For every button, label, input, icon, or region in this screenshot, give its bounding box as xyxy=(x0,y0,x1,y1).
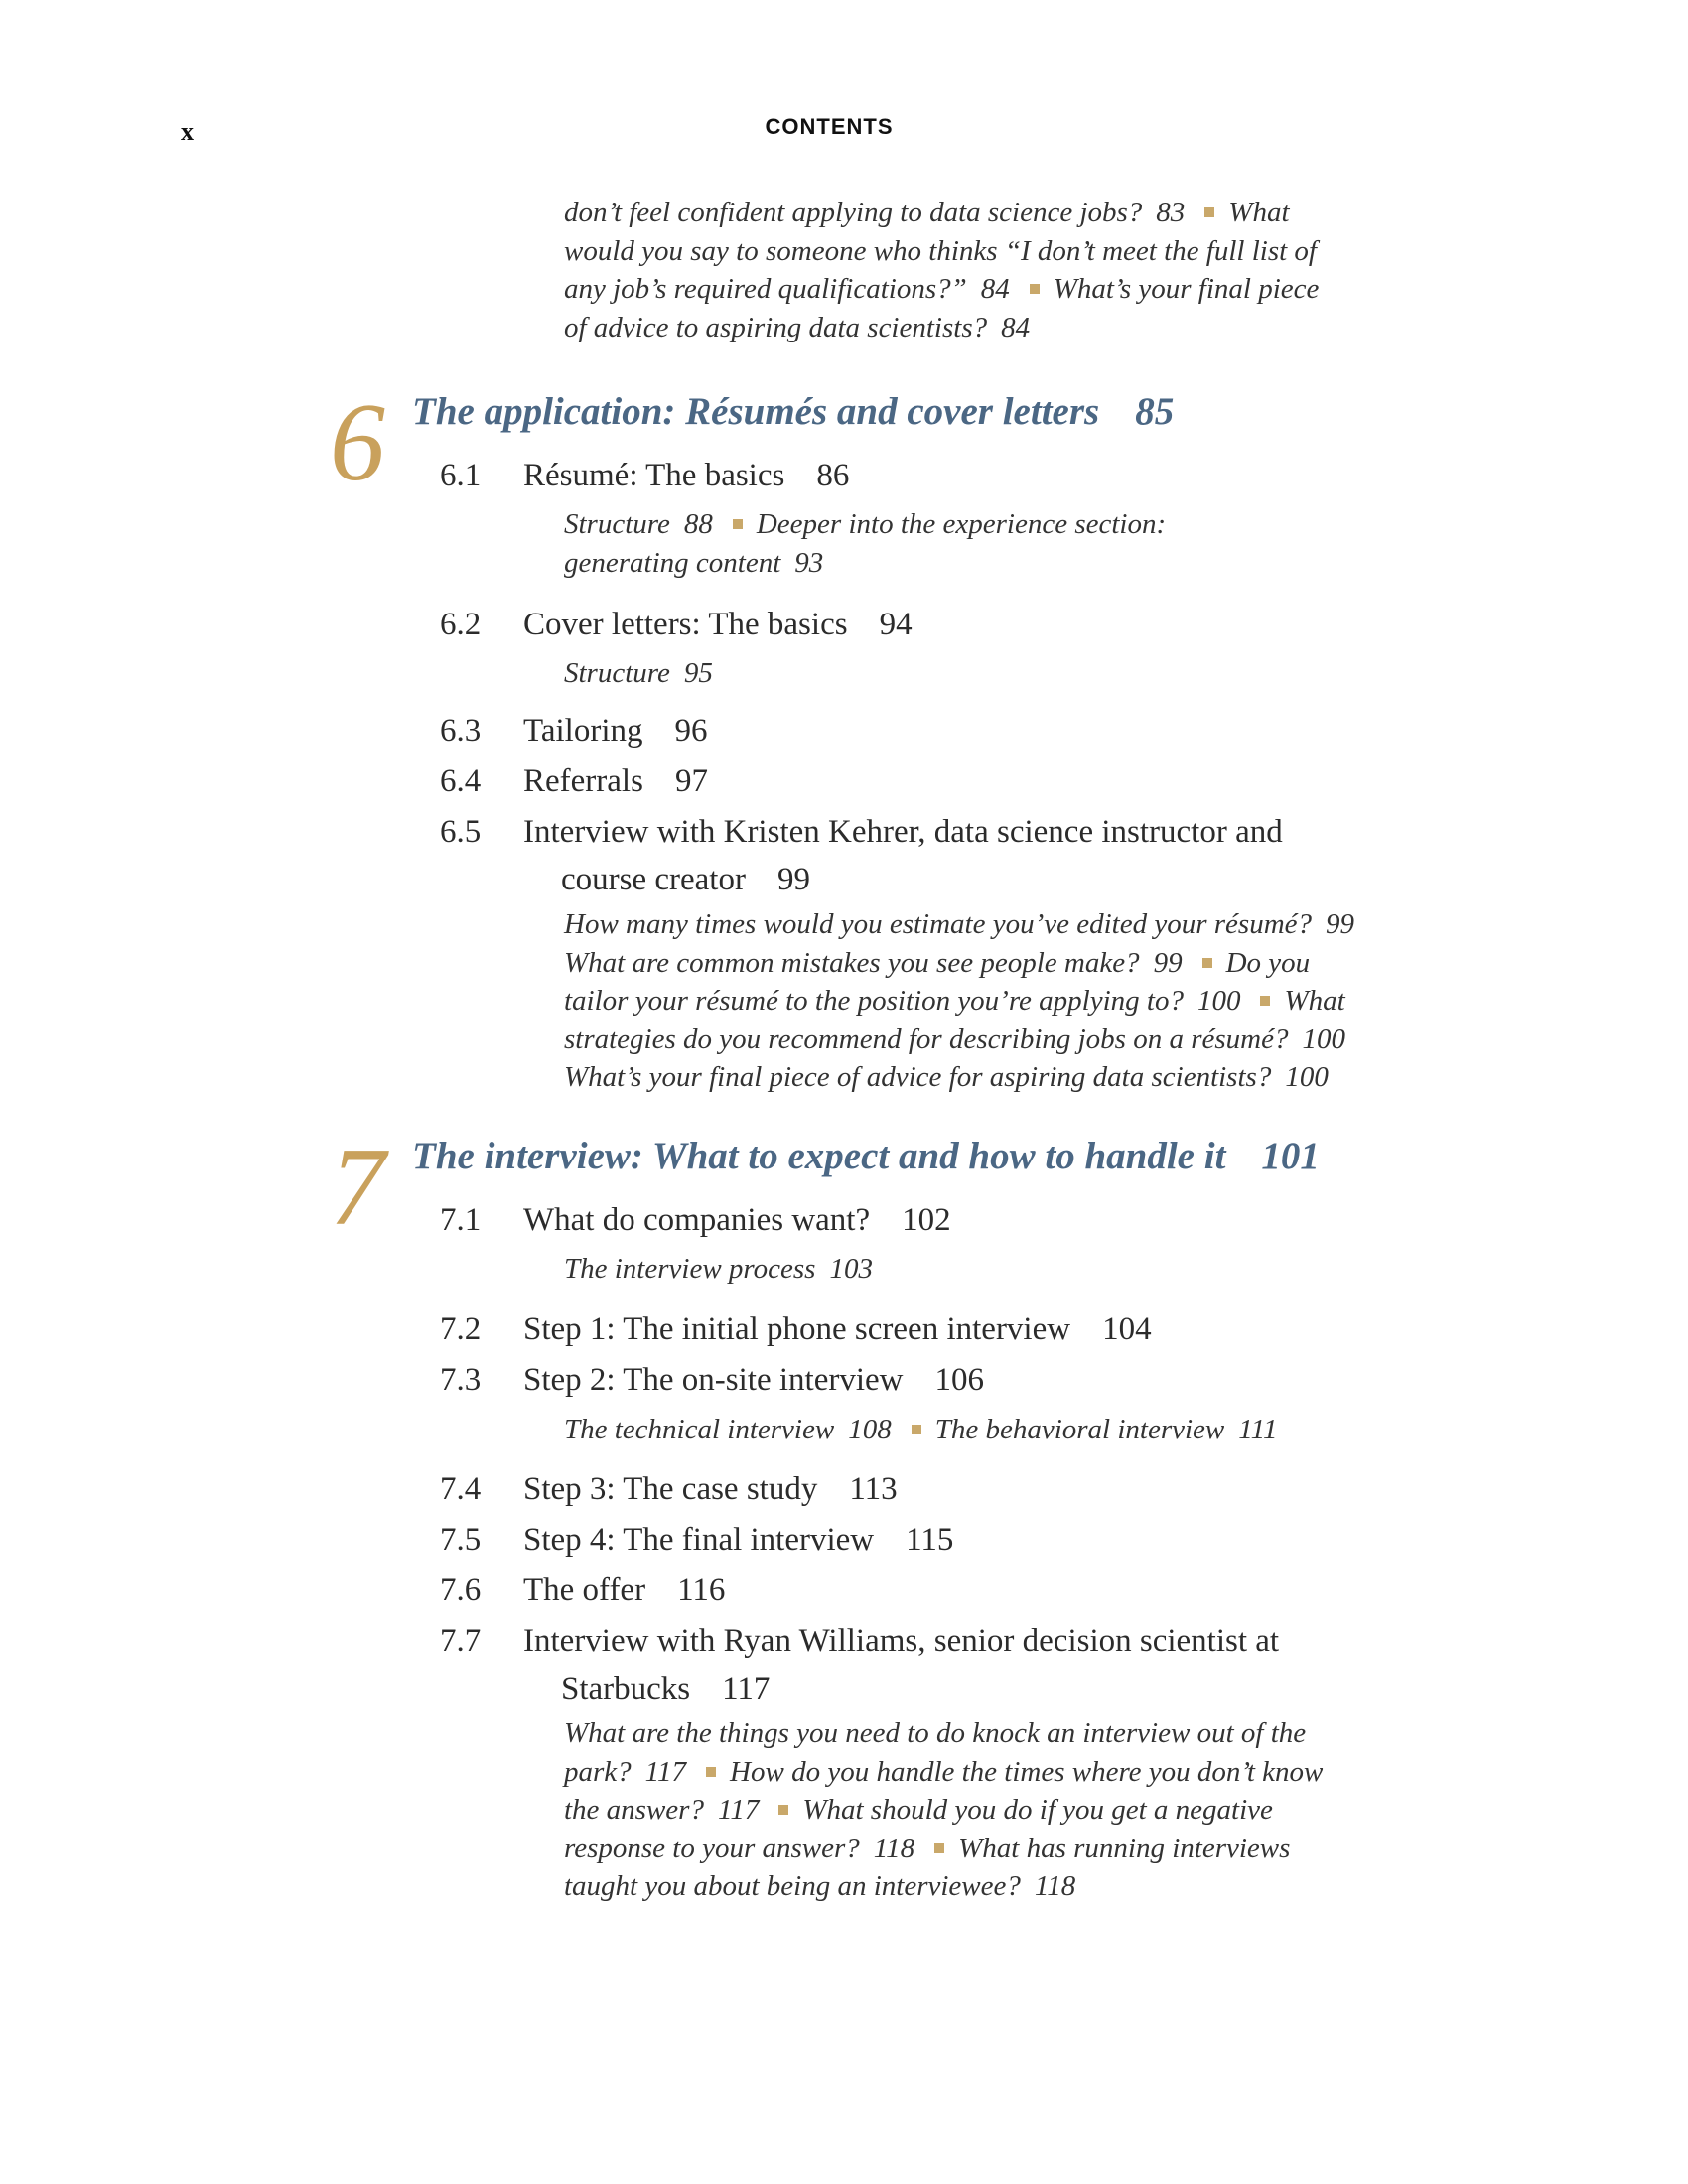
subsection-line: park? 117 How do you handle the times where you don’t know xyxy=(564,1755,1324,1788)
subsection-list xyxy=(564,1250,1418,1289)
subsection-line: The technical interview 108 The behavioral interview 111 xyxy=(564,1414,1278,1445)
subsection-line: taught you about being an interviewee? 118 xyxy=(564,1870,1076,1902)
subsection-line: the answer? 117 What should you do if you get a negative xyxy=(564,1794,1273,1826)
subsection-list xyxy=(564,194,1418,346)
subsection-list xyxy=(564,905,1418,1097)
chapter-number: 6 xyxy=(330,381,385,504)
subsection-list xyxy=(564,1714,1418,1906)
bullet-separator xyxy=(1204,207,1214,217)
section-entry[interactable]: 6.2 Cover letters: The basics 94 xyxy=(440,607,913,642)
bullet-separator xyxy=(934,1843,944,1853)
subsection-line: What’s your final piece of advice for aspiring data scientists? 100 xyxy=(564,1061,1329,1093)
bullet-separator xyxy=(912,1425,921,1434)
subsection-line: generating content 93 xyxy=(564,546,824,579)
running-head: CONTENTS xyxy=(765,114,894,139)
subsection-list xyxy=(564,505,1418,582)
subsection-line: tailor your résumé to the position you’re applying to? 100 What xyxy=(564,985,1345,1017)
subsection-line: How many times would you estimate you’ve edited your résumé? 99 xyxy=(564,908,1355,940)
subsection-line: response to your answer? 118 What has running interviews xyxy=(564,1832,1291,1864)
subsection-line: of advice to aspiring data scientists? 84 xyxy=(564,311,1031,343)
subsection-line: strategies do you recommend for describing jobs on a résumé? 100 xyxy=(564,1023,1345,1055)
section-entry[interactable]: 6.1 Résumé: The basics 86 xyxy=(440,458,850,493)
chapter-number: 7 xyxy=(330,1126,385,1249)
subsection-line: would you say to someone who thinks “I don’t meet the full list of xyxy=(564,234,1317,267)
section-entry[interactable]: 6.3 Tailoring 96 xyxy=(440,713,708,749)
bullet-separator xyxy=(706,1767,716,1777)
bullet-separator xyxy=(1202,958,1212,968)
section-entry[interactable]: 7.4 Step 3: The case study 113 xyxy=(440,1471,898,1507)
section-entry[interactable]: 6.4 Referrals 97 xyxy=(440,763,708,799)
subsection-line: Structure 95 xyxy=(564,657,713,689)
chapter-title[interactable]: The application: Résumés and cover letters 85 xyxy=(412,390,1175,433)
subsection-line: Structure 88 Deeper into the experience section: xyxy=(564,508,1167,540)
page-number: x xyxy=(181,117,194,146)
section-entry[interactable]: 7.3 Step 2: The on-site interview 106 xyxy=(440,1362,984,1398)
subsection-line: don’t feel confident applying to data science jobs? 83 What xyxy=(564,197,1290,228)
bullet-separator xyxy=(1030,284,1040,294)
subsection-line: any job’s required qualifications?” 84 What’s your final piece xyxy=(564,273,1320,305)
section-entry-continued[interactable]: course creator 99 xyxy=(561,862,810,897)
subsection-list xyxy=(564,1411,1418,1449)
section-entry-continued[interactable]: Starbucks 117 xyxy=(561,1671,771,1706)
subsection-line: What are common mistakes you see people make? 99 Do you xyxy=(564,946,1311,979)
bullet-separator xyxy=(778,1805,788,1815)
chapter-title[interactable]: The interview: What to expect and how to handle it 101 xyxy=(412,1135,1320,1177)
section-entry[interactable]: 7.7 Interview with Ryan Williams, senior decision scientist at xyxy=(440,1623,1280,1659)
subsection-line: The interview process 103 xyxy=(564,1253,873,1285)
section-entry[interactable]: 7.2 Step 1: The initial phone screen interview 104 xyxy=(440,1311,1152,1347)
section-entry[interactable]: 7.1 What do companies want? 102 xyxy=(440,1202,951,1238)
section-entry[interactable]: 7.6 The offer 116 xyxy=(440,1572,726,1608)
bullet-separator xyxy=(1260,996,1270,1006)
subsection-list xyxy=(564,654,1418,693)
bullet-separator xyxy=(733,519,743,529)
section-entry[interactable]: 6.5 Interview with Kristen Kehrer, data science instructor and xyxy=(440,814,1283,850)
section-entry[interactable]: 7.5 Step 4: The final interview 115 xyxy=(440,1522,954,1558)
subsection-line: What are the things you need to do knock an interview out of the xyxy=(564,1717,1307,1749)
